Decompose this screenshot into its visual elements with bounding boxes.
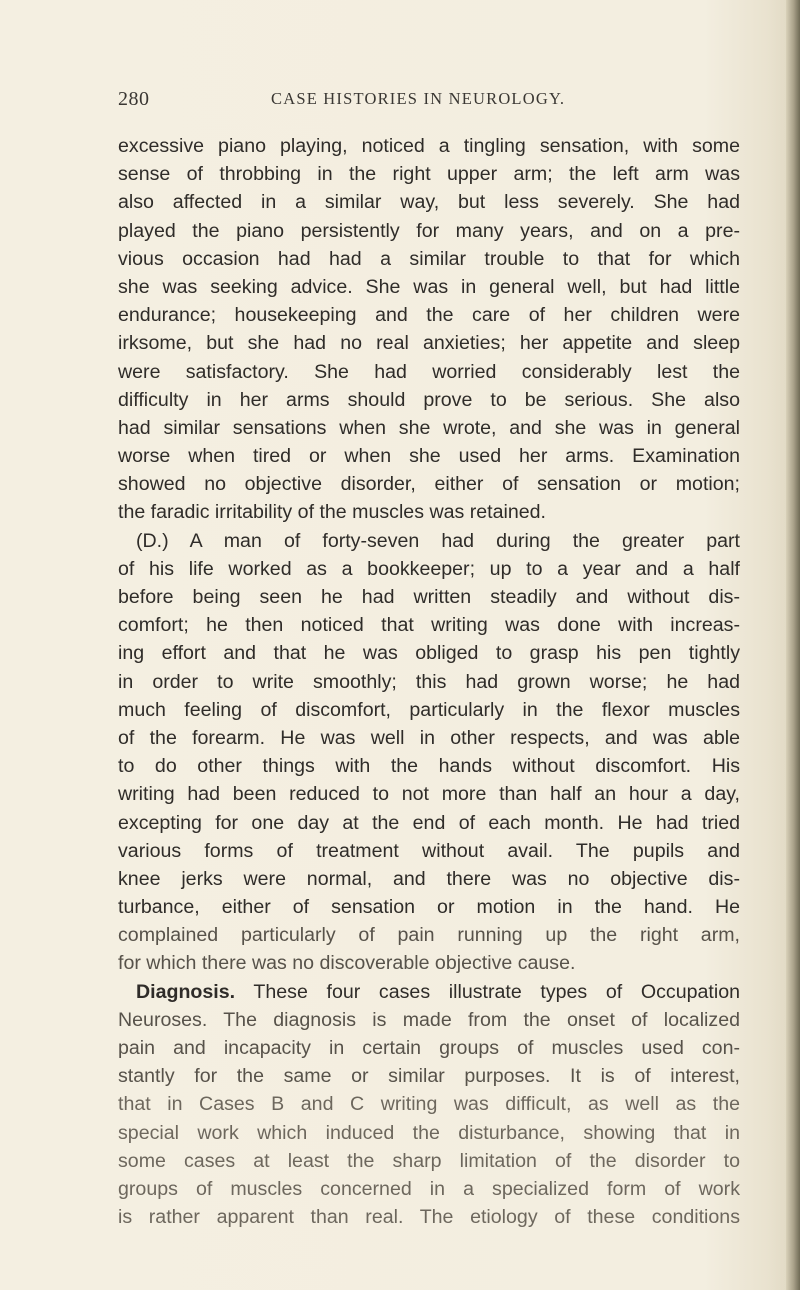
- text-line: played the piano persistently for many years, and on a pre-: [118, 219, 740, 242]
- text-line: comfort; he then noticed that writing was done with increas-: [118, 614, 740, 637]
- text-line: in order to write smoothly; this had grown worse; he had: [118, 670, 740, 693]
- text-line: knee jerks were normal, and there was no objective dis-: [118, 867, 740, 890]
- text-line: turbance, either of sensation or motion in the hand. He: [118, 896, 740, 919]
- text-line: stantly for the same or similar purposes. It is of interest,: [118, 1065, 740, 1088]
- diagnosis-paragraph-start: Diagnosis. These four cases illustrate types of Occupation: [136, 980, 740, 1003]
- text-line: various forms of treatment without avail. The pupils and: [118, 839, 740, 862]
- text-line: that in Cases B and C writing was difficult, as well as the: [118, 1093, 740, 1116]
- text-line: excessive piano playing, noticed a tingling sensation, with some: [118, 135, 740, 157]
- text-line: vious occasion had had a similar trouble to that for which: [118, 247, 740, 270]
- text-line: to do other things with the hands without discomfort. His: [118, 755, 740, 778]
- text-line: irksome, but she had no real anxieties; her appetite and sleep: [118, 332, 740, 355]
- text-line: some cases at least the sharp limitation of the disorder to: [118, 1149, 740, 1172]
- running-head: CASE HISTORIES IN NEUROLOGY.: [271, 89, 566, 108]
- text-line: much feeling of discomfort, particularly in the flexor muscles: [118, 698, 740, 721]
- text-line: complained particularly of pain running up the right arm,: [118, 924, 740, 947]
- text-line: writing had been reduced to not more than half an hour a day,: [118, 783, 740, 806]
- text-line: pain and incapacity in certain groups of muscles used con-: [118, 1037, 740, 1059]
- text-line: is rather apparent than real. The etiology of these conditions: [118, 1206, 740, 1229]
- case-d-paragraph-start: (D.) A man of forty-seven had during the greater part: [136, 529, 740, 552]
- text-line: difficulty in her arms should prove to be serious. She also: [118, 388, 740, 411]
- text-line: ing effort and that he was obliged to grasp his pen tightly: [118, 642, 740, 665]
- body-text: [118, 132, 740, 1231]
- text-line: worse when tired or when she used her arms. Examination: [118, 445, 740, 468]
- text-line: showed no objective disorder, either of sensation or motion;: [118, 473, 740, 496]
- text-line: of the forearm. He was well in other respects, and was able: [118, 726, 740, 749]
- text-line: groups of muscles concerned in a specialized form of work: [118, 1177, 740, 1200]
- text-line: sense of throbbing in the right upper arm; the left arm was: [118, 163, 740, 186]
- text-line: she was seeking advice. She was in general well, but had little: [118, 275, 740, 298]
- text-line: before being seen he had written steadily and without dis-: [118, 586, 740, 608]
- page-header: [118, 88, 738, 118]
- text-line: excepting for one day at the end of each month. He had tried: [118, 811, 740, 834]
- text-line: special work which induced the disturbance, showing that in: [118, 1121, 740, 1144]
- text-line: were satisfactory. She had worried considerably lest the: [118, 360, 740, 383]
- page-binding-edge: [786, 0, 800, 1290]
- text-line: of his life worked as a bookkeeper; up to a year and a half: [118, 557, 740, 580]
- text-line: for which there was no discoverable objective cause.: [118, 952, 576, 975]
- text-line: the faradic irritability of the muscles was retained.: [118, 501, 546, 524]
- page-number: 280: [118, 88, 150, 110]
- text-line: had similar sensations when she wrote, and she was in general: [118, 416, 740, 439]
- text-line: Neuroses. The diagnosis is made from the onset of localized: [118, 1008, 740, 1031]
- diagnosis-heading: Diagnosis.: [136, 980, 236, 1003]
- text-line: endurance; housekeeping and the care of her children were: [118, 304, 740, 327]
- text-line: also affected in a similar way, but less severely. She had: [118, 191, 740, 214]
